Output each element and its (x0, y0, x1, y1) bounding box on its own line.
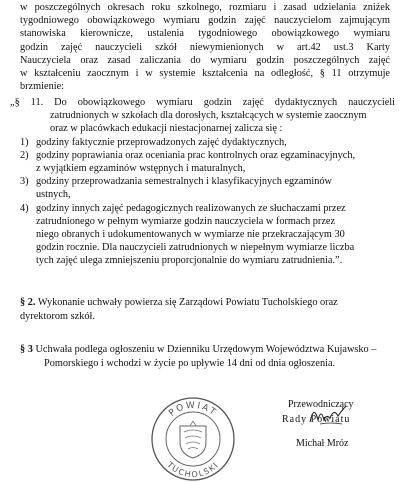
list-item-number: 2) (20, 149, 29, 161)
intro-line: w poszczególnych okresach roku szkolnego, rozmiaru i zasad udzielania zniżek (20, 2, 390, 13)
intro-line: godzin zajęć nauczycieli szkół niewymienionych w art.42 ust.3 Karty (20, 41, 390, 53)
section-2 (20, 296, 390, 324)
intro-line: tygodniowego obowiązkowego wymiaru godzin zajęć nauczycielom zajmującym (20, 15, 390, 27)
list-item (10, 175, 395, 201)
list-item-text: godziny poprawiania oraz oceniania prac kontrolnych oraz egzaminacyjnych, (36, 149, 356, 161)
list-item-text: tych zajęć ulega zmniejszeniu proporcjonalnie do wymiaru zatrudnienia.”. (36, 255, 343, 267)
section-text: Wykonanie uchwały powierza się Zarządowi Powiatu Tucholskiego oraz (37, 297, 338, 308)
intro-paragraph (20, 1, 390, 93)
quote-lead-line: oraz w placówkach edukacji niestacjonarnej zalicza się : (50, 123, 283, 135)
list-item-text: zatrudnionego w pełnym wymiarze godzin nauczyciela w formach przez (36, 215, 336, 227)
list-item-text: godziny przeprowadzania semestralnych i klasyfikacyjnych egzaminów (36, 176, 332, 188)
list-item (10, 136, 395, 149)
list-item-text: godziny faktycznie przeprowadzonych zajęć dydaktycznych, (36, 136, 287, 148)
section-mark: § 3 (20, 344, 33, 355)
section-text: Pomorskiego i wchodzi w życie po upływie 14 dni od dnia ogłoszenia. (44, 358, 336, 369)
section-3 (20, 343, 390, 371)
section-text: dyrektorom szkół. (20, 311, 95, 322)
intro-line: brzmienie: (20, 81, 65, 93)
list-item-text: niego obranych i udokumentowanych w wymiarze nie przekraczającym 30 (36, 229, 345, 241)
list-item-text: godzin rocznie. Dla nauczycieli zatrudnionych w niepełnym wymiarze liczba (36, 242, 355, 254)
list-item-text: z wyjątkiem egzaminów wstępnych i maturalnych, (36, 163, 246, 175)
signature-name: Michał Mróz (296, 438, 349, 449)
section-mark: § 2. (20, 297, 36, 308)
signature-role: Przewodniczący (288, 399, 354, 410)
list-item (10, 202, 395, 268)
intro-line: w kształceniu zaocznym i w systemie kształcenia na odległość, § 11 otrzymuje (20, 68, 390, 80)
list-item-number: 4) (20, 202, 29, 214)
list-item (10, 149, 395, 175)
list-item-number: 1) (20, 136, 29, 148)
county-seal-stamp (150, 396, 236, 482)
svg-text:TUCHOLSKI (165, 459, 221, 479)
signature-body: Rady Powiatu (282, 414, 351, 425)
handwritten-signature (306, 398, 350, 430)
stamp-bottom-text: TUCHOLSKI (165, 460, 221, 480)
stamp-top-text: POWIAT (167, 400, 219, 419)
quote-lead-line: zatrudnionych w szkołach dla dorosłych, kształcących w systemie zaocznym (50, 110, 367, 122)
quoted-section-11 (10, 96, 395, 268)
list-item-text: godziny innych zajęć pedagogicznych realizowanych ze słuchaczami przez (36, 202, 346, 214)
svg-text:POWIAT (167, 401, 218, 419)
section-text: Uchwała podlega ogłoszeniu w Dzienniku Urzędowym Województwa Kujawsko – (35, 344, 377, 355)
list-item-number: 3) (20, 176, 29, 188)
intro-line: stanowiska kierownicze, ustalenia tygodniowego obowiązkowego wymiaru (20, 28, 390, 40)
list-item-text: ustnych, (36, 189, 71, 201)
intro-line: Nauczyciela oraz zasad zaliczania do wymiaru godzin poszczególnych zajęć (20, 54, 390, 66)
quote-lead-line: „§ 11. Do obowiązkowego wymiaru godzin zajęć dydaktycznych nauczycieli (10, 97, 395, 108)
